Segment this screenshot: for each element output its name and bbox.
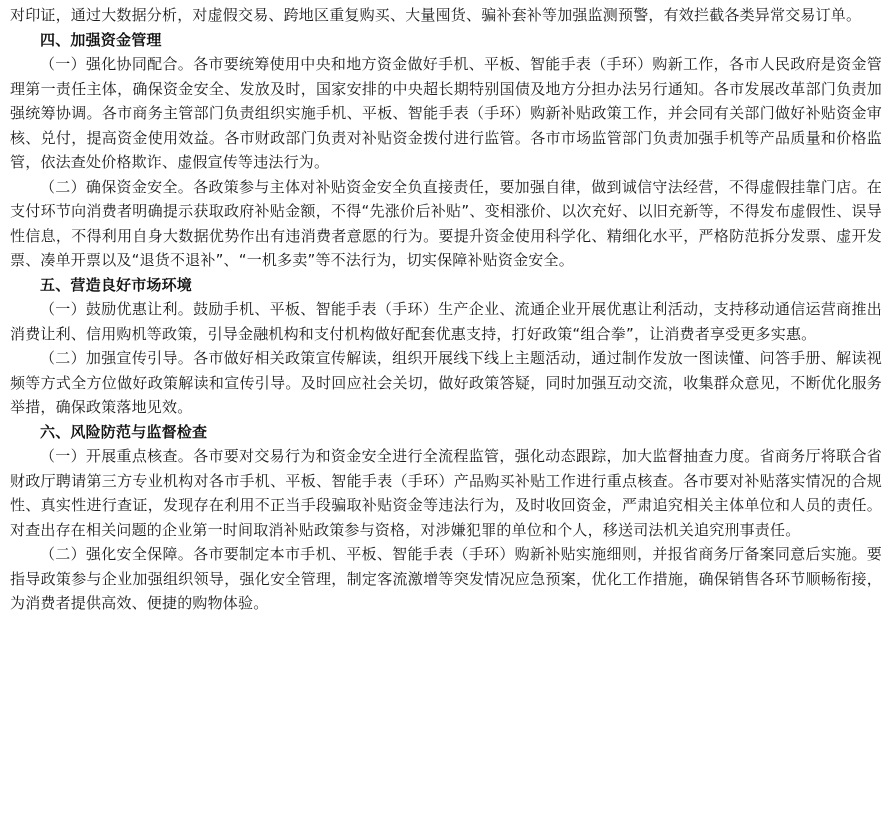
paragraph-5-1: （一）鼓励优惠让利。鼓励手机、平板、智能手表（手环）生产企业、流通企业开展优惠让利活动，支持移动通信运营商推出消费让利、信用购机等政策，引导金融机构和支付机构做好配套优惠支持，打好政策“组合拳”，让消费者享受更多实惠。 <box>10 300 882 343</box>
section-heading-4: 四、加强资金管理 <box>40 30 162 49</box>
section-heading-6: 六、风险防范与监督检查 <box>40 422 208 441</box>
paragraph-6-1: （一）开展重点核查。各市要对交易行为和资金安全进行全流程监管，强化动态跟踪，加大监督抽查力度。省商务厅将联合省财政厅聘请第三方专业机构对各市手机、平板、智能手表（手环）产品购买补贴工作进行重点核查。各市要对补贴落实情况的合规性、真实性进行查证，发现存在利用不正当手段骗取补贴资金等违法行为，及时收回资金，严肃追究相关主体单位和人员的责任。对查出存在相关问题的企业第一时间取消补贴政策参与资格，对涉嫌犯罪的单位和个人，移送司法机关追究刑事责任。 <box>10 447 882 539</box>
paragraph-4-2: （二）确保资金安全。各政策参与主体对补贴资金安全负直接责任，要加强自律，做到诚信守法经营，不得虚假挂靠门店。在支付环节向消费者明确提示获取政府补贴金额，不得“先涨价后补贴”、变相涨价、以次充好、以旧充新等，不得发布虚假性、误导性信息，不得利用自身大数据优势作出有违消费者意愿的行为。要提升资金使用科学化、精细化水平，严格防范拆分发票、虚开发票、凑单开票以及“退货不退补”、“一机多卖”等不法行为，切实保障补贴资金安全。 <box>10 177 882 269</box>
paragraph-6-2: （二）强化安全保障。各市要制定本市手机、平板、智能手表（手环）购新补贴实施细则，并报省商务厅备案同意后实施。要指导政策参与企业加强组织领导，强化安全管理，制定客流激增等突发情况应急预案，优化工作措施，确保销售各环节顺畅衔接，为消费者提供高效、便捷的购物体验。 <box>10 545 882 612</box>
paragraph-4-1: （一）强化协同配合。各市要统筹使用中央和地方资金做好手机、平板、智能手表（手环）购新工作，各市人民政府是资金管理第一责任主体，确保资金安全、发放及时，国家安排的中央超长期特别国债及地方分担办法另行通知。各市发展改革部门负责加强统筹协调。各市商务主管部门负责组织实施手机、平板、智能手表（手环）购新补贴政策工作，并会同有关部门做好补贴资金审核、兑付，提高资金使用效益。各市财政部门负责对补贴资金拨付进行监管。各市市场监管部门负责加强手机等产品质量和价格监管，依法查处价格欺诈、虚假宣传等违法行为。 <box>10 55 882 171</box>
paragraph-continuation: 对印证，通过大数据分析，对虚假交易、跨地区重复购买、大量囤货、骗补套补等加强监测预警，有效拦截各类异常交易订单。 <box>10 6 862 24</box>
section-heading-5: 五、营造良好市场环境 <box>40 275 193 294</box>
paragraph-5-2: （二）加强宣传引导。各市做好相关政策宣传解读，组织开展线下线上主题活动，通过制作发放一图读懂、问答手册、解读视频等方式全方位做好政策解读和宣传引导。及时回应社会关切，做好政策答疑，同时加强互动交流，收集群众意见，不断优化服务举措，确保政策落地见效。 <box>10 349 882 416</box>
